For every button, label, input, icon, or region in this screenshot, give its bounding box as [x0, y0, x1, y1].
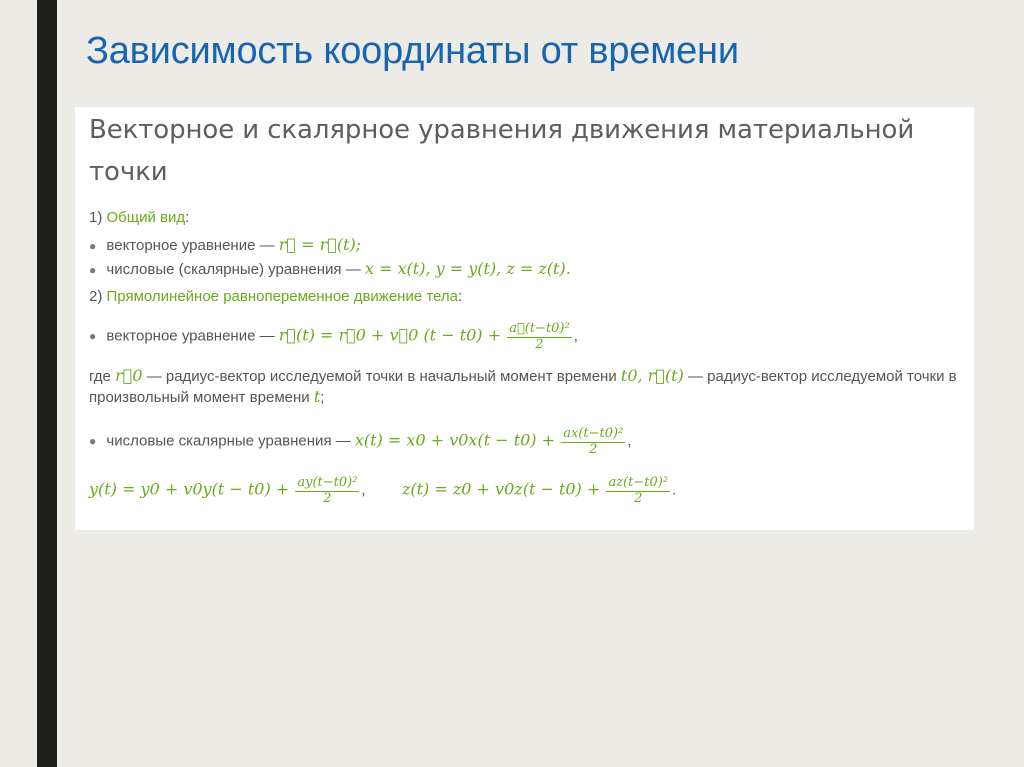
- where-math: t0, r⃗(t): [620, 366, 684, 385]
- where-explanation: [89, 366, 960, 408]
- y-equation: y(t) = y0 + v0y(t − t0) +: [89, 479, 290, 499]
- fraction-numerator: ay(t−t0)²: [297, 475, 358, 490]
- formula-tail: ,: [361, 481, 366, 499]
- formula-tail: ,: [627, 432, 632, 450]
- x-equation-fraction: [561, 426, 625, 457]
- where-math: t: [313, 387, 321, 406]
- y-equation-fraction: [295, 475, 359, 506]
- fraction-denominator: 2: [634, 491, 643, 506]
- section-2-colon: :: [457, 288, 463, 305]
- where-text: где: [89, 368, 111, 385]
- vector-equation-label: векторное уравнение —: [106, 237, 275, 254]
- section-1-header: [89, 209, 960, 226]
- scalar-equations-formula: x = x(t), y = y(t), z = z(t).: [364, 259, 571, 278]
- section-1-scalar-equations: [89, 259, 960, 278]
- content-card: [75, 107, 974, 530]
- scalar-equations-label: числовые (скалярные) уравнения —: [106, 261, 361, 278]
- where-math: r⃗0: [115, 366, 143, 385]
- formula-tail: ,: [573, 327, 578, 345]
- section-2-scalar-equations: [89, 426, 960, 457]
- vector-equation-formula: r⃗(t) = r⃗0 + v⃗0 (t − t0) +: [278, 325, 502, 345]
- vector-equation-formula: r⃗ = r⃗(t);: [278, 235, 362, 254]
- section-1-colon: :: [185, 209, 190, 226]
- card-heading: Векторное и скалярное уравнения движения материальной точки: [89, 115, 915, 187]
- slide-title: Зависимость координаты от времени: [86, 30, 739, 72]
- left-accent-bar: [37, 0, 57, 767]
- scalar-equations-label: числовые скалярные уравнения —: [106, 432, 351, 450]
- vector-equation-label: векторное уравнение —: [106, 327, 275, 345]
- where-text: — радиус-вектор исследуемой точки в начальный момент времени: [146, 368, 617, 385]
- bullet-icon: ●: [89, 329, 97, 344]
- z-equation-fraction: [606, 475, 670, 506]
- where-text: — радиус-вектор исследуемой точки в произвольный момент времени: [89, 368, 957, 406]
- bullet-icon: ●: [89, 434, 97, 449]
- bullet-icon: ●: [89, 263, 97, 277]
- formula-tail: .: [672, 481, 677, 499]
- section-1-number: 1): [89, 209, 103, 226]
- fraction-numerator: a⃗(t−t0)²: [509, 321, 570, 336]
- fraction-denominator: 2: [535, 337, 544, 352]
- fraction-denominator: 2: [589, 442, 598, 457]
- section-2-label: Прямолинейное равнопеременное движение тела: [106, 288, 458, 305]
- z-equation: z(t) = z0 + v0z(t − t0) +: [401, 479, 601, 499]
- section-1-vector-equation: [89, 235, 960, 254]
- vector-equation-fraction: [507, 321, 572, 352]
- fraction-numerator: az(t−t0)²: [608, 475, 669, 490]
- x-equation: x(t) = x0 + v0x(t − t0) +: [354, 430, 556, 450]
- fraction-numerator: ax(t−t0)²: [563, 426, 624, 441]
- section-2-number: 2): [89, 288, 103, 305]
- bullet-icon: ●: [89, 239, 97, 253]
- fraction-denominator: 2: [323, 491, 332, 506]
- yz-equations-row: [89, 475, 960, 506]
- where-text: ;: [320, 389, 325, 406]
- section-2-vector-equation: [89, 321, 960, 352]
- section-1-label: Общий вид: [106, 209, 186, 226]
- section-2-header: [89, 288, 960, 305]
